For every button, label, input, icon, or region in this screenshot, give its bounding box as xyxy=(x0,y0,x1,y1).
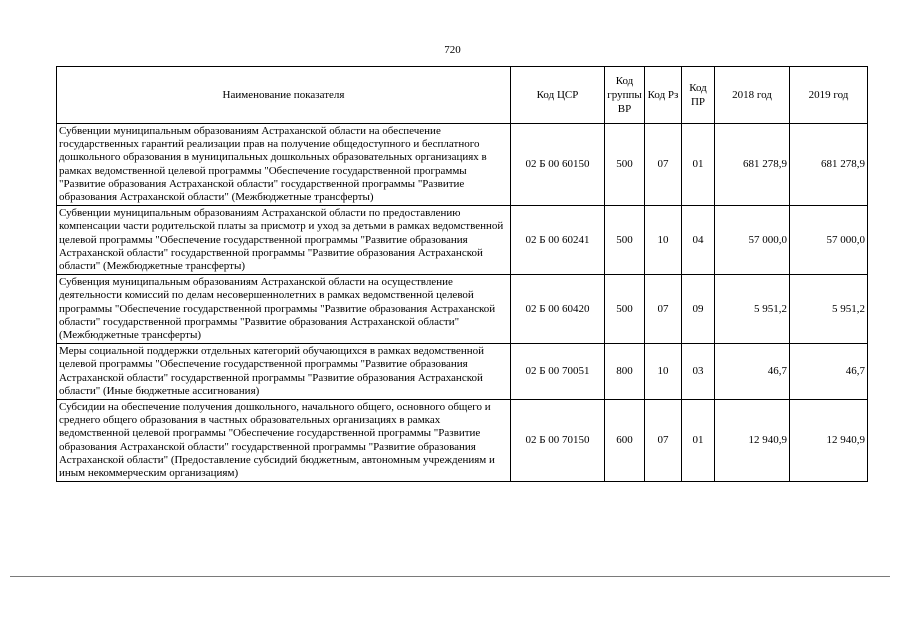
header-rz: Код Рз xyxy=(645,67,682,124)
row-csr: 02 Б 00 60420 xyxy=(511,275,605,344)
row-2018: 46,7 xyxy=(715,344,790,400)
header-name: Наименование показателя xyxy=(57,67,511,124)
budget-table xyxy=(56,66,868,482)
row-2018: 12 940,9 xyxy=(715,400,790,482)
row-2019: 12 940,9 xyxy=(790,400,868,482)
row-name: Субвенция муниципальным образованиям Астраханской области на осуществление деятельности комиссий по делам несовершеннолетних в рамках ведомственной целевой программы "Обеспечение государственной программы "Развитие образования Астраханской области" государственной программы "Развитие образования Астраханской области" (Межбюджетные трансферты) xyxy=(57,275,511,344)
row-2018: 681 278,9 xyxy=(715,124,790,206)
table-row xyxy=(57,275,868,344)
row-vr: 500 xyxy=(605,275,645,344)
row-pr: 01 xyxy=(682,400,715,482)
row-pr: 04 xyxy=(682,206,715,275)
page-bottom-divider xyxy=(10,576,890,577)
table-header-row xyxy=(57,67,868,124)
table-row xyxy=(57,124,868,206)
row-2018: 57 000,0 xyxy=(715,206,790,275)
row-csr: 02 Б 00 70150 xyxy=(511,400,605,482)
row-pr: 01 xyxy=(682,124,715,206)
header-2018: 2018 год xyxy=(715,67,790,124)
row-csr: 02 Б 00 70051 xyxy=(511,344,605,400)
table-row xyxy=(57,344,868,400)
table-row xyxy=(57,206,868,275)
row-csr: 02 Б 00 60150 xyxy=(511,124,605,206)
row-2019: 46,7 xyxy=(790,344,868,400)
row-pr: 09 xyxy=(682,275,715,344)
header-csr: Код ЦСР xyxy=(511,67,605,124)
row-2019: 681 278,9 xyxy=(790,124,868,206)
header-2019: 2019 год xyxy=(790,67,868,124)
row-name: Меры социальной поддержки отдельных категорий обучающихся в рамках ведомственной целевой программы "Обеспечение государственной программы "Развитие образования Астраханской области" государственной программы "Развитие образования Астраханской области" (Иные бюджетные ассигнования) xyxy=(57,344,511,400)
row-csr: 02 Б 00 60241 xyxy=(511,206,605,275)
row-rz: 07 xyxy=(645,400,682,482)
row-vr: 600 xyxy=(605,400,645,482)
row-name: Субсидии на обеспечение получения дошкольного, начального общего, основного общего и среднего общего образования в частных образовательных организациях в рамках ведомственной целевой программы "Обеспечение государственной программы "Развитие образования Астраханской области" государственной программы "Развитие образования Астраханской области" (Предоставление субсидий бюджетным, автономным учреждениям и иным некоммерческим организациям) xyxy=(57,400,511,482)
row-vr: 500 xyxy=(605,206,645,275)
row-rz: 07 xyxy=(645,275,682,344)
row-name: Субвенции муниципальным образованиям Астраханской области на обеспечение государственных гарантий реализации прав на получение общедоступного и бесплатного дошкольного образования в муниципальных дошкольных образовательных организациях в рамках ведомственной целевой программы "Обеспечение государственной программы "Развитие образования Астраханской области" государственной программы "Развитие образования Астраханской области" (Межбюджетные трансферты) xyxy=(57,124,511,206)
row-pr: 03 xyxy=(682,344,715,400)
row-rz: 10 xyxy=(645,206,682,275)
row-2018: 5 951,2 xyxy=(715,275,790,344)
row-2019: 5 951,2 xyxy=(790,275,868,344)
row-vr: 800 xyxy=(605,344,645,400)
header-vr: Код группы ВР xyxy=(605,67,645,124)
row-vr: 500 xyxy=(605,124,645,206)
row-name: Субвенции муниципальным образованиям Астраханской области по предоставлению компенсации части родительской платы за присмотр и уход за детьми в рамках ведомственной целевой программы "Обеспечение государственной программы "Развитие образования Астраханской области" государственной программы "Развитие образования Астраханской области" (Межбюджетные трансферты) xyxy=(57,206,511,275)
row-rz: 10 xyxy=(645,344,682,400)
table-row xyxy=(57,400,868,482)
header-pr: Код ПР xyxy=(682,67,715,124)
row-rz: 07 xyxy=(645,124,682,206)
page-number: 720 xyxy=(444,44,461,56)
row-2019: 57 000,0 xyxy=(790,206,868,275)
